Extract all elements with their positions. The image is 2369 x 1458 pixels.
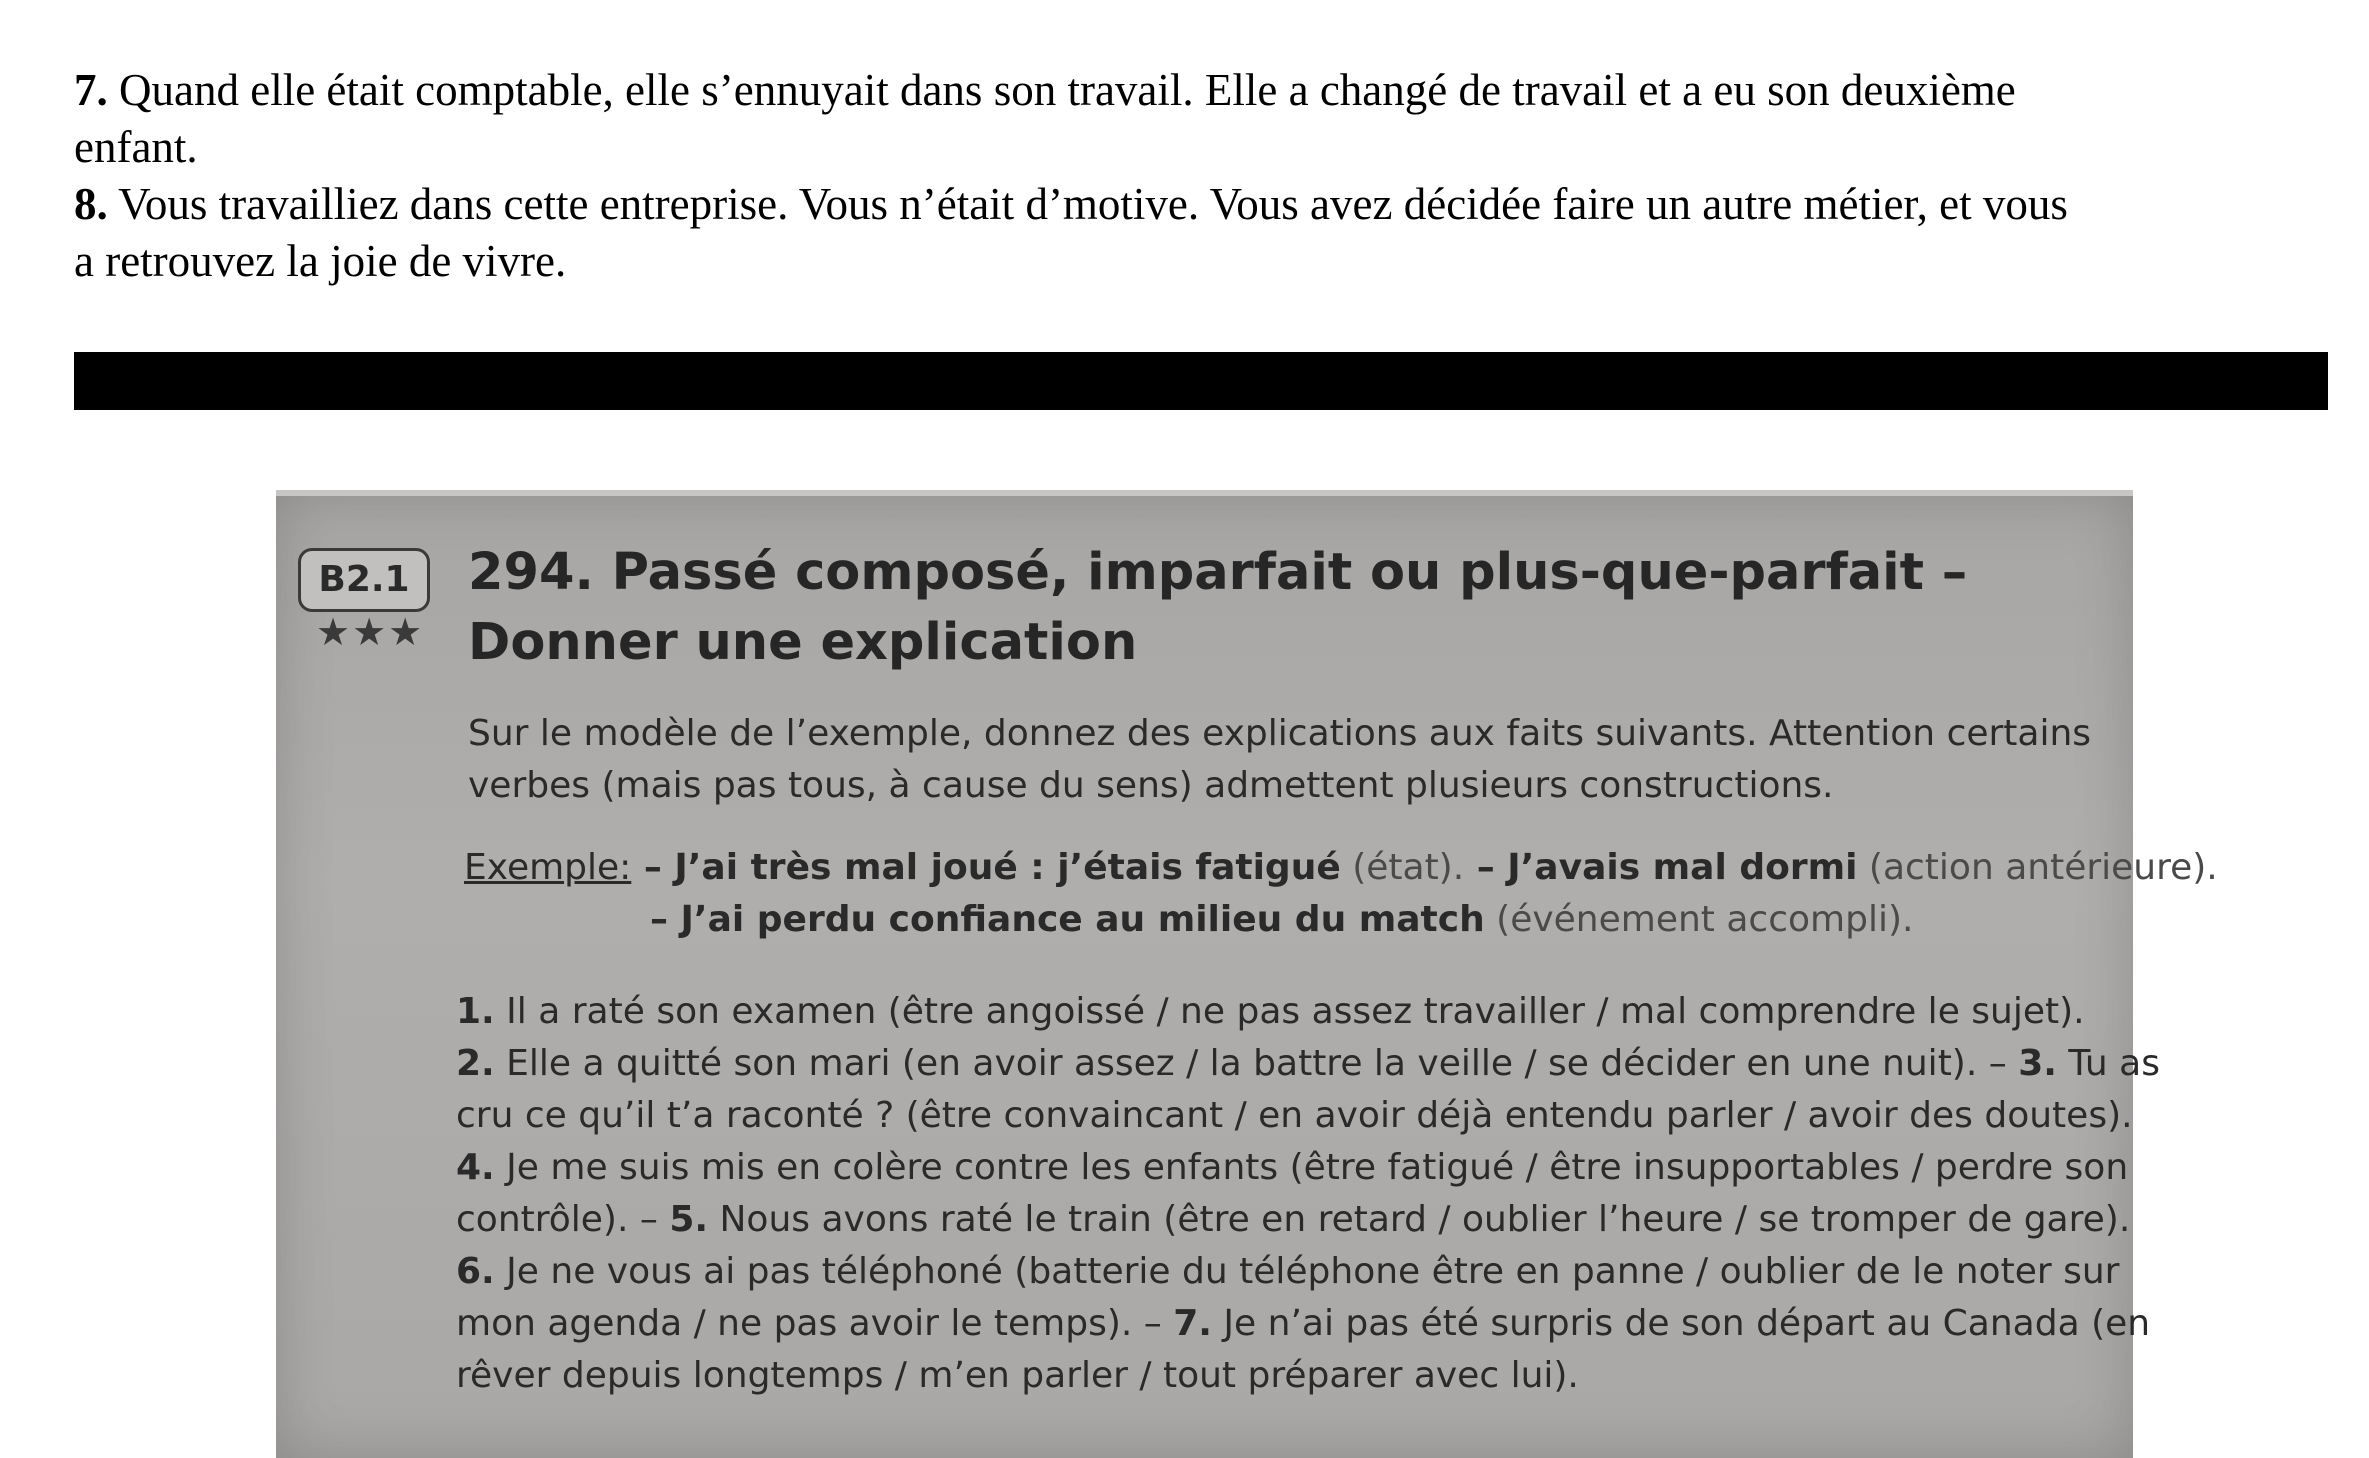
exercise-line [456, 1350, 2116, 1402]
item-text: rêver depuis longtemps / m’en parler / tout préparer avec lui). [456, 1355, 1579, 1396]
item-text: Tu as [2056, 1043, 2160, 1084]
example-block [464, 842, 2218, 946]
exercise-line [456, 1246, 2120, 1298]
instruction-line: verbes (mais pas tous, à cause du sens) admettent plusieurs constructions. [468, 765, 1834, 806]
answer-item-7 [74, 62, 2324, 119]
exercise-title-line: 294. Passé composé, imparfait ou plus-que-parfait – [468, 543, 1968, 602]
example-sentence: – J’ai perdu confiance au milieu du match [650, 899, 1485, 940]
exercise-items [456, 986, 2160, 1402]
exercise-line [456, 1142, 2129, 1194]
example-row [464, 842, 2218, 894]
redaction-bar [74, 352, 2328, 410]
answer-text-line: Vous travailliez dans cette entreprise. Vous n’était d’motive. Vous avez décidée faire un autre métier, et vous [107, 179, 2068, 229]
exercise-line [456, 986, 2116, 1038]
answer-text-line: enfant. [74, 122, 198, 172]
answer-text [74, 62, 2324, 290]
answer-text-line: a retrouvez la joie de vivre. [74, 236, 567, 286]
item-text: Il a raté son examen (être angoissé / ne pas assez travailler / mal comprendre le sujet). [494, 991, 2085, 1032]
item-text: Nous avons raté le train (être en retard / oublier l’heure / se tromper de gare). [708, 1199, 2131, 1240]
example-row [464, 894, 2114, 946]
exercise-title [468, 538, 1967, 678]
item-number: 7. [74, 65, 108, 115]
item-text: Je me suis mis en colère contre les enfants (être fatigué / être insupportables / perdre son [494, 1147, 2129, 1188]
item-number: 1. [456, 991, 495, 1032]
item-text: mon agenda / ne pas avoir le temps). – [456, 1303, 1174, 1344]
item-text: contrôle). – [456, 1199, 670, 1240]
item-text: Elle a quitté son mari (en avoir assez / la battre la veille / se décider en une nuit). – [494, 1043, 2019, 1084]
exercise-line [456, 1298, 2151, 1350]
item-number: 4. [456, 1147, 495, 1188]
difficulty-stars-icon: ★★★ [316, 610, 425, 654]
instruction-line: Sur le modèle de l’exemple, donnez des explications aux faits suivants. Attention certains [468, 713, 2092, 754]
exercise-line [456, 1090, 2133, 1142]
exercise-line [456, 1038, 2160, 1090]
exercise-instruction [468, 708, 2108, 812]
item-number: 2. [456, 1043, 495, 1084]
item-number: 8. [74, 179, 108, 229]
level-badge: B2.1 [298, 548, 430, 612]
example-note: (événement accompli). [1484, 899, 1914, 940]
example-note: (état). [1340, 847, 1465, 888]
example-sentence: – J’ai très mal joué : j’étais fatigué [631, 847, 1341, 888]
example-sentence: – J’avais mal dormi [1464, 847, 1858, 888]
item-text: Je n’ai pas été surpris de son départ au Canada (en [1211, 1303, 2151, 1344]
item-number: 3. [2018, 1043, 2057, 1084]
example-note: (action antérieure). [1857, 847, 2218, 888]
item-number: 6. [456, 1251, 495, 1292]
exercise-line [456, 1194, 2131, 1246]
answer-item-8 [74, 176, 2324, 233]
item-number: 5. [669, 1199, 709, 1240]
item-text: cru ce qu’il t’a raconté ? (être convaincant / en avoir déjà entendu parler / avoir des doutes). [456, 1095, 2133, 1136]
example-label: Exemple: [464, 847, 632, 888]
answer-text-line: Quand elle était comptable, elle s’ennuyait dans son travail. Elle a changé de travail et a eu son deuxième [107, 65, 2016, 115]
textbook-photo [276, 490, 2218, 1458]
item-text: Je ne vous ai pas téléphoné (batterie du téléphone être en panne / oublier de le noter sur [494, 1251, 2120, 1292]
exercise-title-line: Donner une explication [468, 613, 1138, 672]
item-number: 7. [1173, 1303, 1212, 1344]
